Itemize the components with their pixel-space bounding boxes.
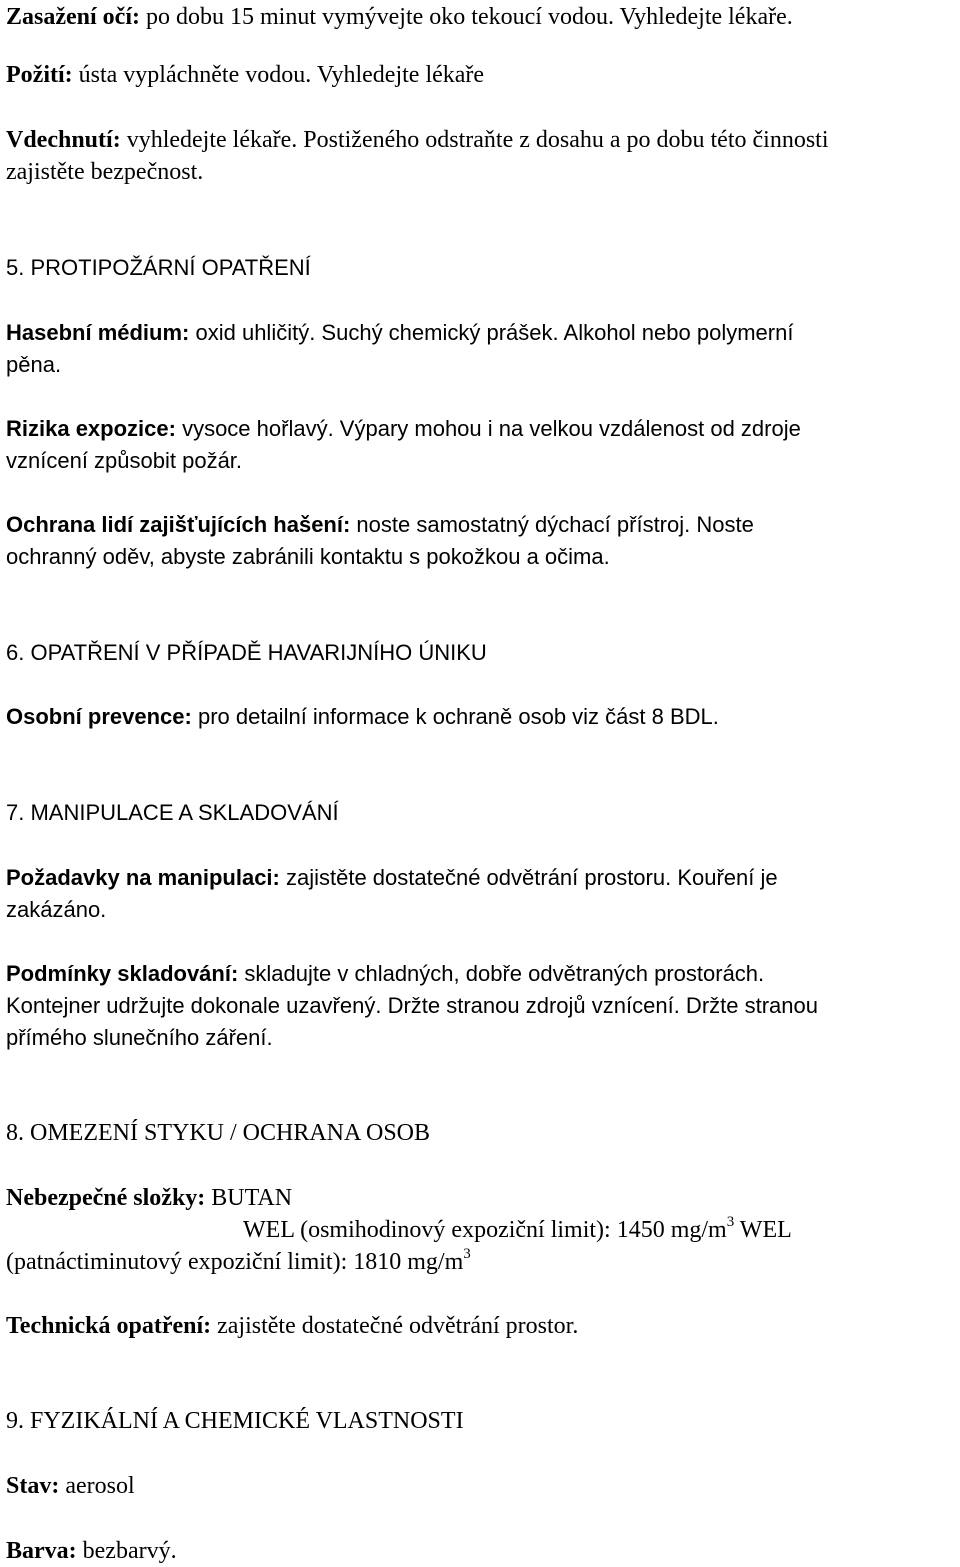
section-7-heading: 7. MANIPULACE A SKLADOVÁNÍ [6,800,339,825]
media-text-2: pěna. [6,352,62,377]
wel-8h-text: WEL (osmihodinový expoziční limit): 1450 mg/m [243,1217,727,1243]
inhalation-label: Vdechnutí: [6,127,121,153]
personal-label: Osobní prevence: [6,704,192,729]
technical-label: Technická opatření: [6,1313,212,1339]
hazardous-text: BUTAN [205,1185,293,1211]
wel-8h-sup: 3 [726,1214,735,1230]
color-label: Barva: [6,1538,77,1564]
risks-label: Rizika expozice: [6,416,176,441]
technical-measures [6,1311,578,1341]
section-6-heading: 6. OPATŘENÍ V PŘÍPADĚ HAVARIJNÍHO ÚNIKU [6,640,487,665]
state-text: aerosol [59,1473,135,1499]
wel-15min [6,1247,471,1277]
media-label: Hasební médium: [6,320,190,345]
ingestion-text: ústa vypláchněte vodou. Vyhledejte lékaře [72,62,485,88]
handling-label: Požadavky na manipulaci: [6,865,280,890]
fire-protection [6,510,754,540]
color-text: bezbarvý. [76,1538,177,1564]
section-8-heading: 8. OMEZENÍ STYKU / OCHRANA OSOB [6,1120,431,1146]
media-text-1: oxid uhličitý. Suchý chemický prášek. Alkohol nebo polymerní [189,320,794,345]
wel-8h-tail: WEL [734,1217,792,1243]
handling-text-2: zakázáno. [6,897,107,922]
first-aid-inhalation [6,125,829,155]
fire-risks [6,414,801,444]
color [6,1536,177,1566]
inhalation-text-1: vyhledejte lékaře. Postiženého odstraňte z dosahu a po dobu této činnosti [120,127,829,153]
personal-precautions [6,702,719,732]
risks-text-1: vysoce hořlavý. Výpary mohou i na velkou vzdálenost od zdroje [175,416,801,441]
handling [6,863,778,893]
storage-label: Podmínky skladování: [6,961,239,986]
storage-text-2: Kontejner udržujte dokonale uzavřený. Držte stranou zdrojů vznícení. Držte stranou [6,993,818,1018]
technical-text: zajistěte dostatečné odvětrání prostor. [211,1313,579,1339]
first-aid-eyes [6,2,793,32]
physical-state [6,1471,135,1501]
wel-15min-sup: 3 [463,1246,471,1262]
hazardous-label: Nebezpečné složky: [6,1185,206,1211]
protection-text-2: ochranný oděv, abyste zabránili kontaktu s pokožkou a očima. [6,544,610,569]
first-aid-ingestion [6,60,484,90]
eyes-label: Zasažení očí: [6,4,140,30]
protection-label: Ochrana lidí zajišťujících hašení: [6,512,351,537]
section-9-heading: 9. FYZIKÁLNÍ A CHEMICKÉ VLASTNOSTI [6,1408,464,1434]
storage-text-1: skladujte v chladných, dobře odvětraných prostorách. [238,961,765,986]
protection-text-1: noste samostatný dýchací přístroj. Noste [350,512,754,537]
personal-text: pro detailní informace k ochraně osob viz část 8 BDL. [191,704,719,729]
wel-8h [243,1215,792,1245]
hazardous-components [6,1183,292,1213]
section-5-heading: 5. PROTIPOŽÁRNÍ OPATŘENÍ [6,255,311,280]
state-label: Stav: [6,1473,60,1499]
storage-text-3: přímého slunečního záření. [6,1025,273,1050]
handling-text-1: zajistěte dostatečné odvětrání prostoru. Kouření je [279,865,778,890]
eyes-text: po dobu 15 minut vymývejte oko tekoucí vodou. Vyhledejte lékaře. [139,4,793,30]
storage [6,959,764,989]
inhalation-text-2: zajistěte bezpečnost. [6,159,204,185]
ingestion-label: Požití: [6,62,73,88]
risks-text-2: vznícení způsobit požár. [6,448,243,473]
fire-media [6,318,793,348]
wel-15min-text: (patnáctiminutový expoziční limit): 1810 mg/m [6,1249,464,1275]
